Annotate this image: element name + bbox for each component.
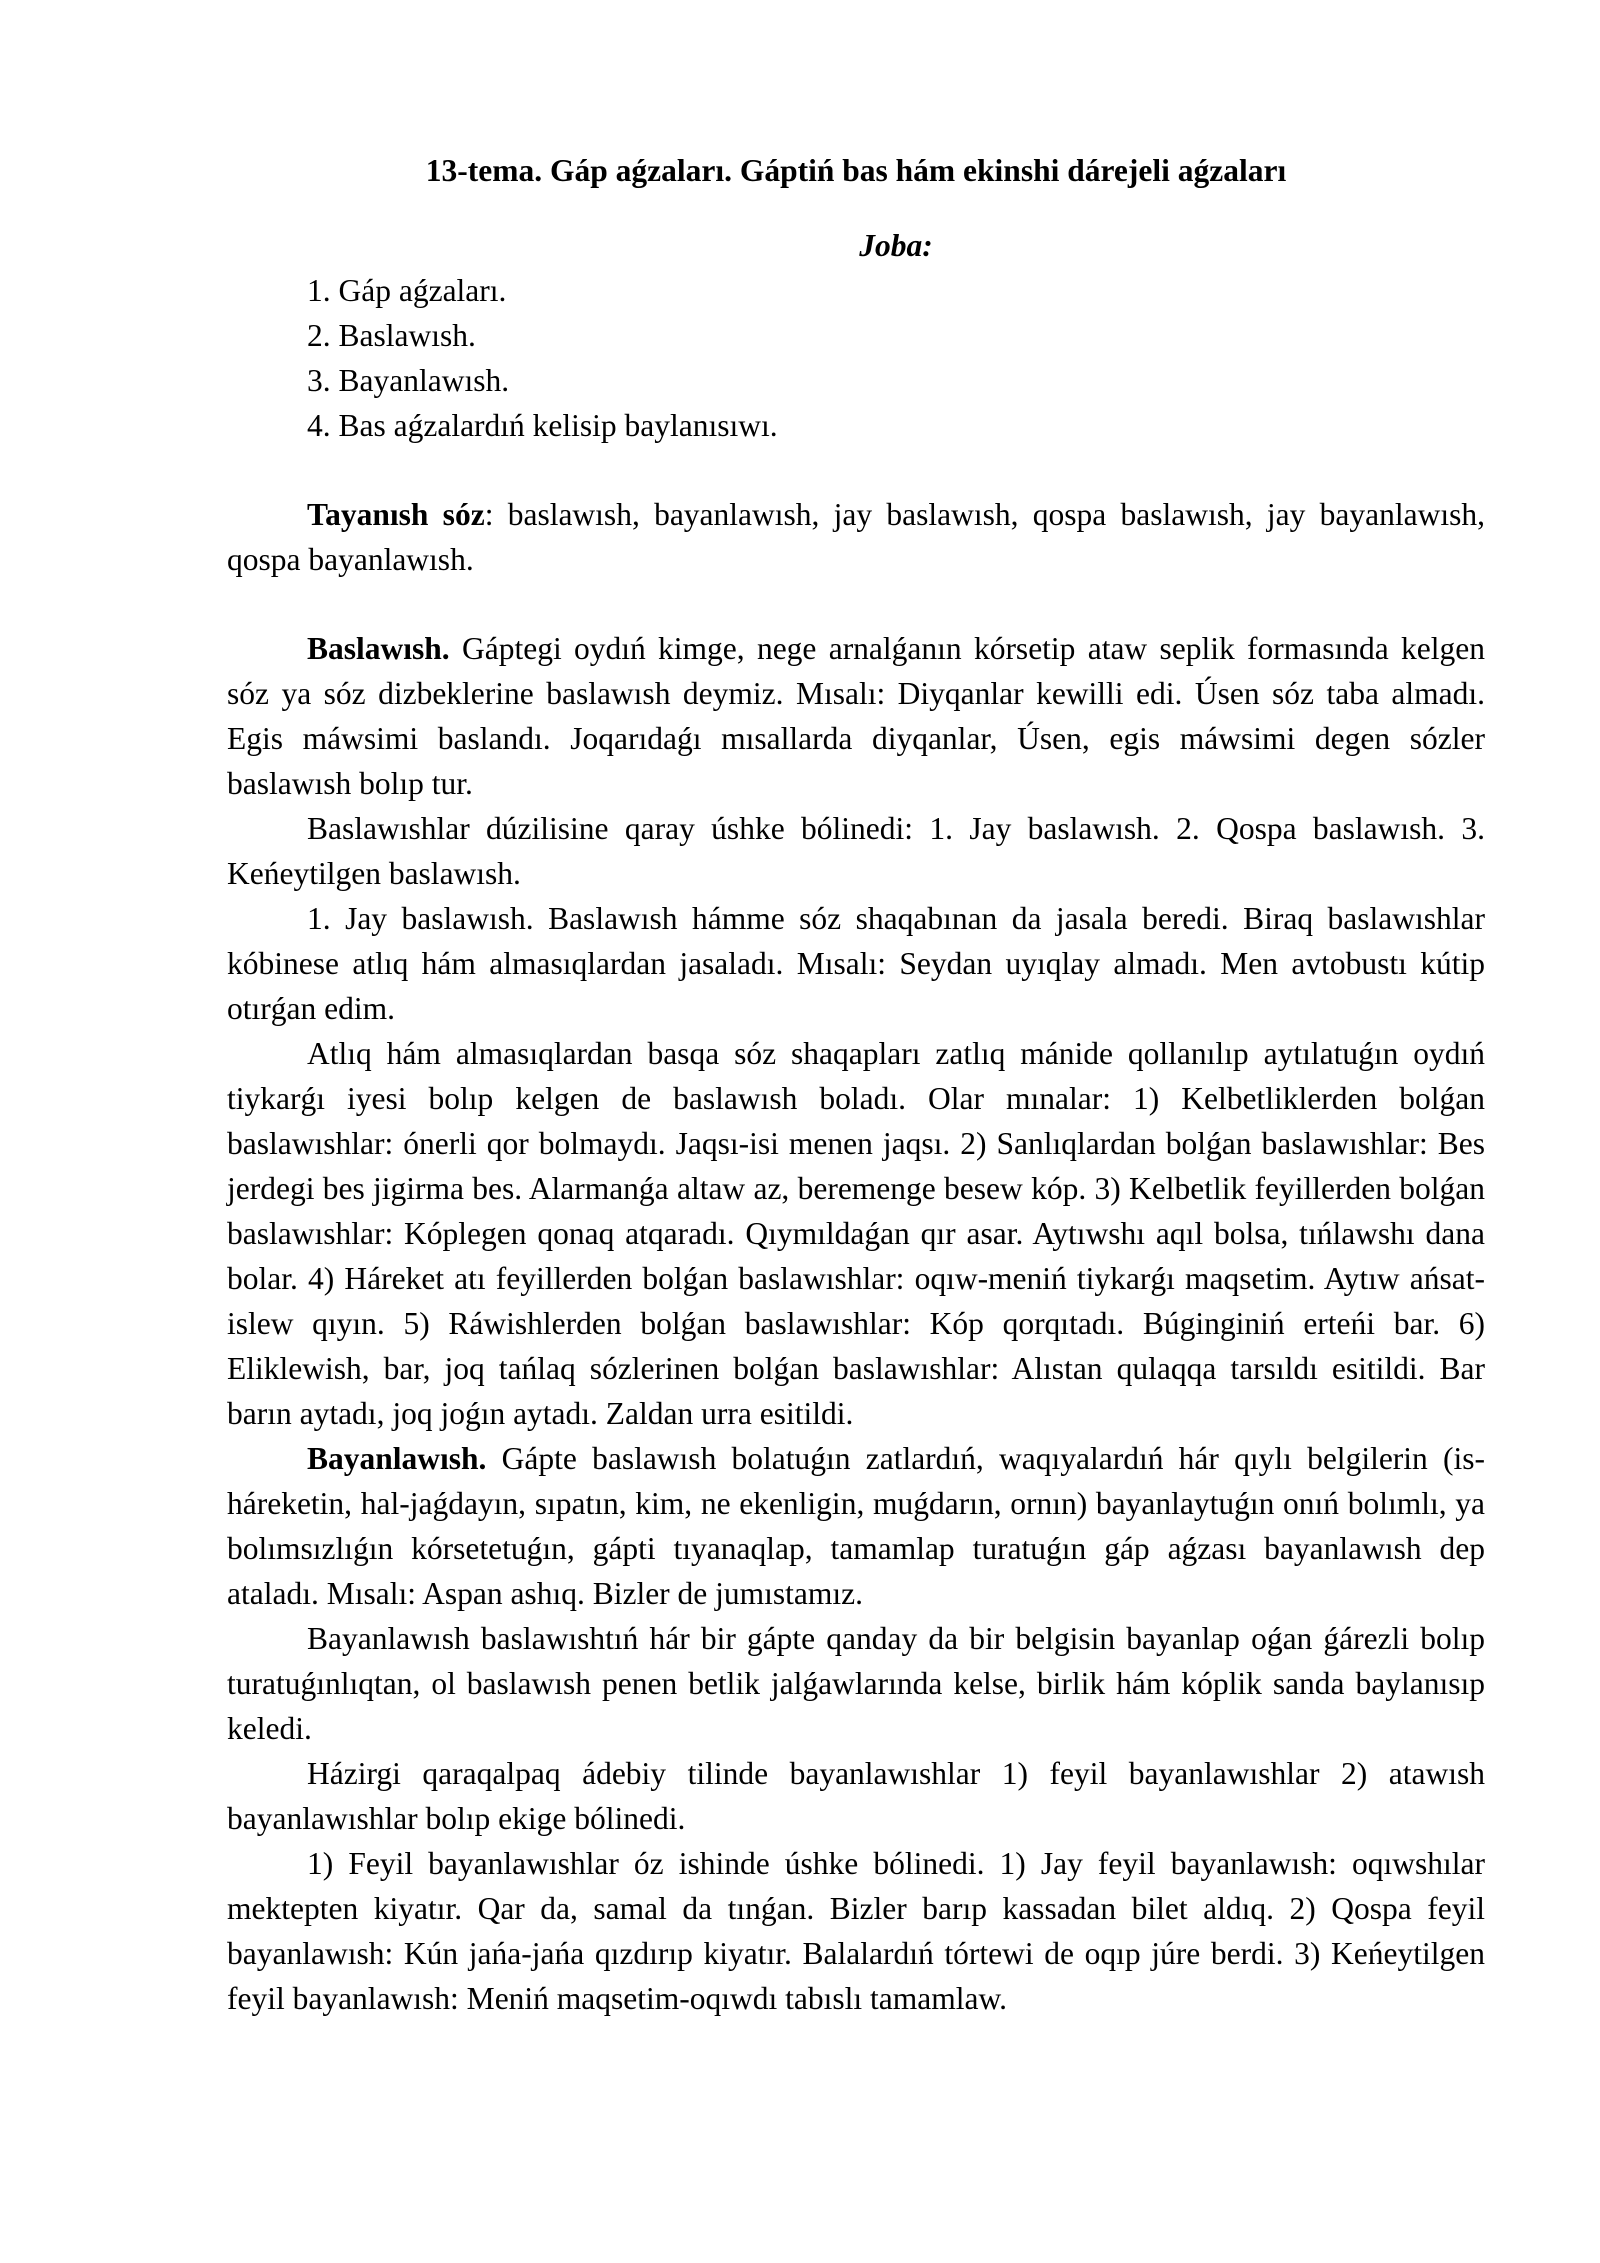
paragraph-lead: Bayanlawısh. bbox=[307, 1441, 487, 1476]
paragraph-text: Baslawıshlar dúzilisine qaray úshke bólinedi: 1. Jay baslawısh. 2. Qospa baslawısh. 3. Keńeytilgen baslawısh. bbox=[227, 811, 1485, 891]
paragraph-text: : baslawısh, bayanlawısh, jay baslawısh, qospa baslawısh, jay bayanlawısh, qospa bayanlawısh. bbox=[227, 497, 1486, 577]
plan-item: 4. Bas aǵzalardıń kelisip baylanısıwı. bbox=[307, 408, 778, 443]
paragraph bbox=[227, 626, 1485, 806]
plan-heading: Joba: bbox=[859, 228, 933, 263]
paragraph-lead: Tayanısh sóz bbox=[307, 497, 485, 532]
document-title: 13-tema. Gáp aǵzaları. Gáptiń bas hám ekinshi dárejeli aǵzaları bbox=[425, 153, 1287, 188]
paragraph-text: Gáptegi oydıń kimge, nege arnalǵanın kórsetip ataw seplik formasında kelgen sóz ya sóz dizbeklerine baslawısh deymiz. Mısalı: Diyqanlar kewilli edi. Úsen sóz taba almadı. Egis máwsimi baslandı. Joqarıdaǵı mısallarda diyqanlar, Úsen, egis máwsimi degen sózler baslawısh bolıp tur. bbox=[227, 631, 1485, 801]
plan-item: 1. Gáp aǵzaları. bbox=[307, 273, 507, 308]
paragraph-text: Gápte baslawısh bolatuǵın zatlardıń, waqıyalardıń hár qıylı belgilerin (is-háreketin, hal-jaǵdayın, sıpatın, kim, ne ekenligin, muǵdarın, ornın) bayanlaytuǵın onıń bolımlı, ya bolımsızlıǵın kórsetetuǵın, gápti tıyanaqlap, tamamlap turatuǵın gáp aǵzası bayanlawısh dep ataladı. Mısalı: Aspan ashıq. Bizler de jumıstamız. bbox=[227, 1441, 1485, 1611]
plan-item: 3. Bayanlawısh. bbox=[307, 363, 510, 398]
paragraph bbox=[227, 1031, 1485, 1436]
paragraph bbox=[227, 492, 1485, 582]
plan-list bbox=[227, 268, 1485, 448]
paragraph bbox=[227, 1841, 1485, 2021]
paragraph-text: Atlıq hám almasıqlardan basqa sóz shaqapları zatlıq mánide qollanılıp aytılatuǵın oydıń tiykarǵı iyesi bolıp kelgen de baslawısh boladı. Olar mınalar: 1) Kelbetliklerden bolǵan baslawıshlar: ónerli qor bolmaydı. Jaqsı-isi menen jaqsı. 2) Sanlıqlardan bolǵan baslawıshlar: Bes jerdegi bes jigirma bes. Alarmanǵa altaw az, beremenge besew kóp. 3) Kelbetlik feyillerden bolǵan baslawıshlar: Kóplegen qonaq atqaradı. Qıymıldaǵan qır asar. Aytıwshı aqıl bolsa, tıńlawshı dana bolar. 4) Háreket atı feyillerden bolǵan baslawıshlar: oqıw-meniń tiykarǵı maqsetim. Aytıw ańsat-islew qıyın. 5) Ráwishlerden bolǵan baslawıshlar: Kóp qorqıtadı. Búginginiń erteńi bar. 6) Eliklewish, bar, joq tańlaq sózlerinen bolǵan baslawıshlar: Alıstan qulaqqa tarsıldı esitildi. Bar barın aytadı, joq joǵın aytadı. Zaldan urra esitildi. bbox=[227, 1036, 1485, 1431]
plan-item: 2. Baslawısh. bbox=[307, 318, 476, 353]
paragraph-text: Házirgi qaraqalpaq ádebiy tilinde bayanlawıshlar 1) feyil bayanlawıshlar 2) atawısh bayanlawıshlar bolıp ekige bólinedi. bbox=[227, 1756, 1485, 1836]
paragraph bbox=[227, 1616, 1485, 1751]
paragraph bbox=[227, 896, 1485, 1031]
paragraph-container bbox=[227, 492, 1485, 2021]
paragraph-text: Bayanlawısh baslawıshtıń hár bir gápte qanday da bir belgisin bayanlap oǵan ǵárezli bolıp turatuǵınlıqtan, ol baslawısh penen betlik jalǵawlarında kelse, birlik hám kóplik sanda baylanısıp keledi. bbox=[227, 1621, 1485, 1746]
paragraph bbox=[227, 1751, 1485, 1841]
paragraph bbox=[227, 806, 1485, 896]
paragraph-lead: Baslawısh. bbox=[307, 631, 450, 666]
paragraph-text: 1. Jay baslawısh. Baslawısh hámme sóz shaqabınan da jasala beredi. Biraq baslawıshlar kóbinese atlıq hám almasıqlardan jasaladı. Mısalı: Seydan uyıqlay almadı. Men avtobustı kútip otırǵan edim. bbox=[227, 901, 1485, 1026]
paragraph bbox=[227, 1436, 1485, 1616]
paragraph-text: 1) Feyil bayanlawıshlar óz ishinde úshke bólinedi. 1) Jay feyil bayanlawısh: oqıwshılar mektepten kiyatır. Qar da, samal da tınǵan. Bizler barıp kassadan bilet aldıq. 2) Qospa feyil bayanlawısh: Kún jańa-jańa qızdırıp kiyatır. Balalardıń tórtewi de oqıp júre berdi. 3) Keńeytilgen feyil bayanlawısh: Meniń maqsetim-oqıwdı tabıslı tamamlaw. bbox=[227, 1846, 1485, 2016]
